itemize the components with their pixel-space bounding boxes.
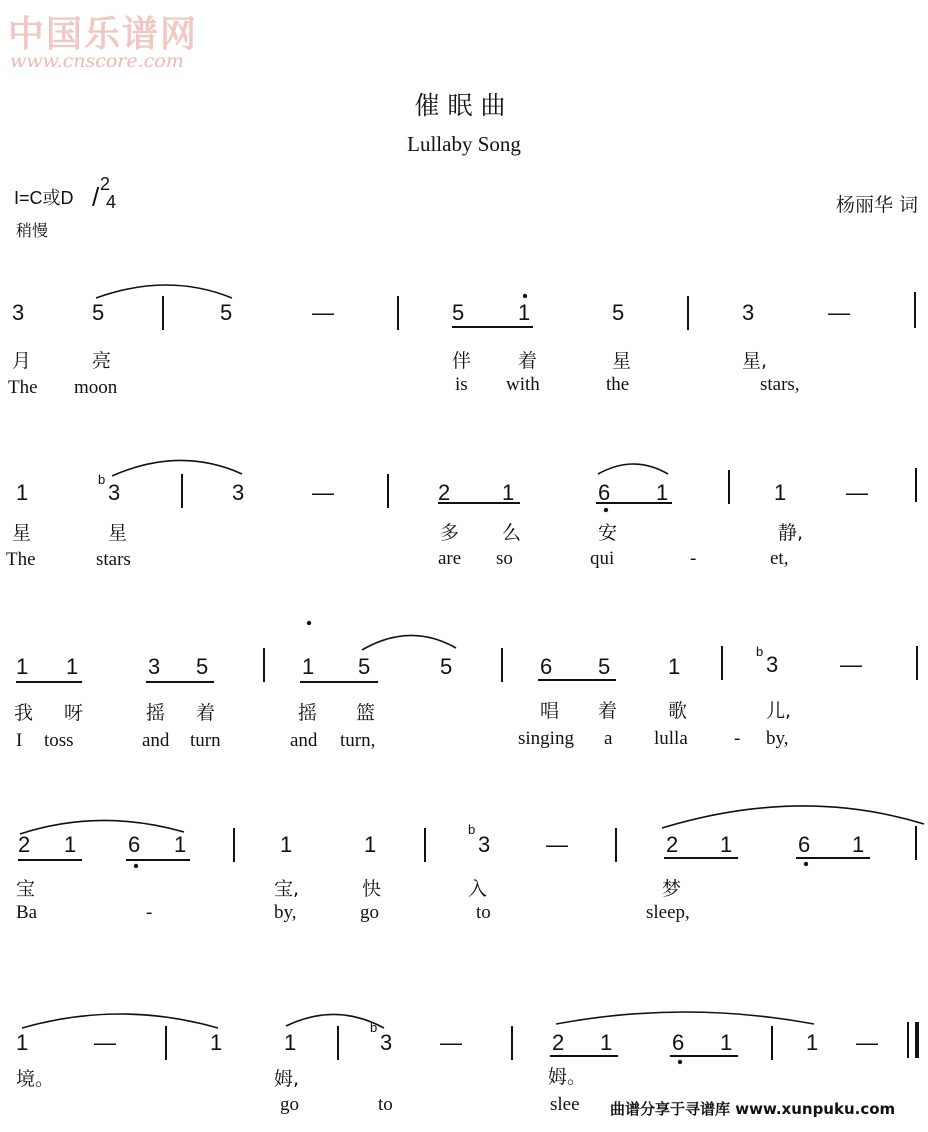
time-slash: / — [92, 182, 100, 212]
note: 1 — [302, 654, 315, 679]
note: 1 — [16, 480, 29, 505]
note: 3 — [232, 480, 245, 505]
lyric-en: - — [690, 548, 697, 569]
lyric-en: et, — [770, 548, 789, 569]
octave-dot-low — [678, 1060, 682, 1064]
note: 1 — [16, 1030, 29, 1055]
dash-note: — — [312, 300, 334, 325]
note: 1 — [16, 654, 29, 679]
lyric-en: Ba — [16, 902, 38, 923]
dash-note: — — [94, 1030, 116, 1055]
lyric-en: so — [496, 548, 513, 569]
lyric-en: toss — [44, 730, 74, 751]
note: 1 — [284, 1030, 297, 1055]
lyric-cn: 摇 — [146, 702, 166, 724]
note: 3 — [478, 832, 491, 857]
note: 3 — [12, 300, 25, 325]
note: 1 — [280, 832, 293, 857]
lyric-cn: 宝 — [16, 878, 36, 900]
page-title: 催眠曲 — [414, 91, 514, 120]
lyric-cn: 星, — [742, 350, 768, 372]
lyric-cn: 我 — [14, 702, 34, 724]
lyric-en: to — [476, 902, 491, 923]
lyric-cn: 境。 — [16, 1068, 55, 1090]
lyric-en: are — [438, 548, 462, 569]
flat-sign: b — [468, 822, 476, 837]
lyric-en: stars — [96, 549, 131, 570]
note: 6 — [128, 832, 141, 857]
note: 5 — [92, 300, 105, 325]
lyric-cn: 歌 — [668, 700, 688, 722]
lyric-en: qui — [590, 548, 615, 569]
slur — [22, 1014, 218, 1028]
dash-note: — — [312, 480, 334, 505]
lyric-en: and — [142, 730, 170, 751]
lyric-cn: 静, — [778, 522, 804, 544]
slur — [598, 464, 668, 474]
lyric-cn: 着 — [598, 700, 618, 722]
note: 3 — [148, 654, 161, 679]
lyric-en: the — [606, 374, 630, 395]
slur — [112, 460, 242, 476]
lyric-cn: 摇 — [298, 702, 318, 724]
octave-dot-high — [307, 621, 311, 625]
lyric-cn: 儿, — [766, 700, 792, 722]
octave-dot-low — [604, 508, 608, 512]
octave-dots — [134, 294, 811, 1064]
note: 1 — [66, 654, 79, 679]
lyric-en: go — [280, 1094, 299, 1115]
lyric-en: - — [146, 902, 153, 923]
dash-note: — — [856, 1030, 878, 1055]
note: 1 — [502, 480, 515, 505]
lyric-en: slee — [550, 1094, 580, 1115]
dash-note: — — [846, 480, 868, 505]
lyric-en: I — [16, 730, 23, 751]
watermark-url: www.cnscore.com — [10, 50, 184, 72]
note: 5 — [196, 654, 209, 679]
page-subtitle: Lullaby Song — [407, 132, 521, 156]
lyric-cn: 着 — [196, 702, 216, 724]
slurs — [20, 285, 924, 1028]
watermark-logo: 中国乐谱网 — [8, 13, 199, 55]
lyric-cn: 星 — [12, 522, 32, 544]
note: 5 — [440, 654, 453, 679]
slur — [556, 1012, 814, 1024]
lyric-cn: 呀 — [64, 702, 84, 724]
barlines — [163, 292, 917, 1060]
lyric-cn: 快 — [362, 878, 382, 900]
slur — [20, 820, 184, 834]
note: 6 — [540, 654, 553, 679]
note: 1 — [364, 832, 377, 857]
slur — [286, 1014, 384, 1028]
note: 1 — [64, 832, 77, 857]
time-numerator: 2 — [100, 174, 111, 194]
underlines — [16, 327, 870, 1056]
lyric-en: by, — [274, 902, 297, 923]
note: 1 — [656, 480, 669, 505]
lyric-cn: 安 — [598, 522, 618, 544]
lyricist-credit: 杨丽华 词 — [835, 194, 918, 216]
key-signature: I=C或D — [14, 188, 74, 208]
note: 2 — [666, 832, 679, 857]
lyric-en: sleep, — [646, 902, 690, 923]
lyric-cn: 篮 — [356, 702, 376, 724]
lyric-en: moon — [74, 377, 118, 398]
note: 1 — [210, 1030, 223, 1055]
octave-dot-low — [134, 864, 138, 868]
note: 3 — [108, 480, 121, 505]
slur — [362, 635, 456, 650]
lyric-en: go — [360, 902, 379, 923]
lyric-en: a — [604, 728, 613, 749]
lyric-en: lulla — [654, 728, 688, 749]
note: 1 — [668, 654, 681, 679]
dash-note: — — [440, 1030, 462, 1055]
lyric-cn: 多 — [440, 522, 460, 544]
note: 3 — [766, 652, 779, 677]
lyric-en: - — [734, 728, 741, 749]
octave-dot-high — [523, 294, 527, 298]
lyric-cn: 姆, — [274, 1068, 300, 1090]
flat-sign: b — [756, 644, 764, 659]
time-denominator: 4 — [106, 192, 117, 212]
note: 5 — [598, 654, 611, 679]
lyric-cn: 伴 — [452, 350, 472, 372]
note: 1 — [720, 832, 733, 857]
note: 6 — [798, 832, 811, 857]
note: 1 — [720, 1030, 733, 1055]
note: 3 — [380, 1030, 393, 1055]
lyric-cn: 月 — [12, 350, 32, 372]
lyric-en: with — [506, 374, 540, 395]
note: 5 — [452, 300, 465, 325]
note: 5 — [358, 654, 371, 679]
lyric-en: by, — [766, 728, 789, 749]
note: 1 — [174, 832, 187, 857]
lyric-en: is — [455, 374, 468, 395]
note: 2 — [18, 832, 31, 857]
note: 5 — [220, 300, 233, 325]
lyric-en: to — [378, 1094, 393, 1115]
flat-sign: b — [370, 1020, 378, 1035]
lyric-en: The — [8, 377, 38, 398]
note: 6 — [598, 480, 611, 505]
octave-dot-low — [804, 862, 808, 866]
lyric-cn: 着 — [518, 350, 538, 372]
flat-sign: b — [98, 472, 106, 487]
note: 2 — [552, 1030, 565, 1055]
lyric-en: The — [6, 549, 36, 570]
note: 3 — [742, 300, 755, 325]
lyric-en: turn — [190, 730, 221, 751]
lyric-cn: 星 — [612, 350, 632, 372]
lyric-en: stars, — [760, 374, 800, 395]
lyric-cn: 星 — [108, 522, 128, 544]
dash-note: — — [840, 652, 862, 677]
lyric-cn: 么 — [502, 522, 522, 544]
note: 1 — [518, 300, 531, 325]
dash-note: — — [546, 832, 568, 857]
note: 1 — [600, 1030, 613, 1055]
lyric-cn: 亮 — [92, 350, 112, 372]
note: 5 — [612, 300, 625, 325]
tempo-marking: 稍慢 — [16, 221, 49, 240]
note: 1 — [774, 480, 787, 505]
note: 1 — [852, 832, 865, 857]
note: 1 — [806, 1030, 819, 1055]
lyric-cn: 宝, — [274, 878, 300, 900]
lyric-cn: 姆。 — [548, 1066, 587, 1088]
slur — [662, 806, 924, 828]
lyric-en: and — [290, 730, 318, 751]
note: 6 — [672, 1030, 685, 1055]
dash-note: — — [828, 300, 850, 325]
lyric-en: singing — [518, 728, 574, 749]
lyric-cn: 梦 — [662, 878, 682, 900]
note: 2 — [438, 480, 451, 505]
lyric-cn: 唱 — [540, 700, 560, 722]
lyric-cn: 入 — [468, 878, 488, 900]
source-credit: 曲谱分享于寻谱库 www.xunpuku.com — [610, 1100, 896, 1118]
lyric-en: turn, — [340, 730, 376, 751]
